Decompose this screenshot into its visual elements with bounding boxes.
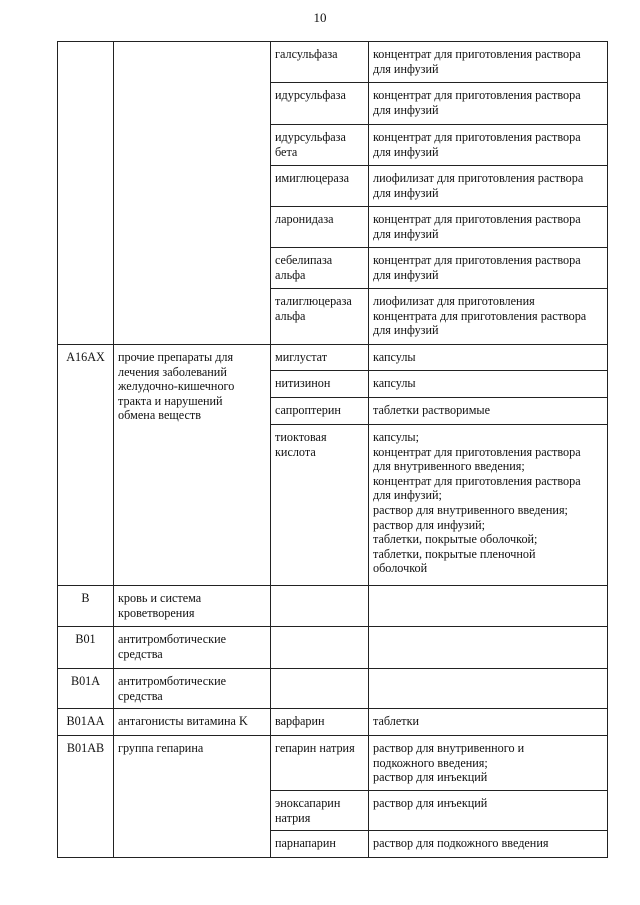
- table-row: [58, 586, 608, 627]
- substance-cell: талиглюцераза альфа: [271, 289, 369, 345]
- table-row: [58, 345, 608, 371]
- page-number: 10: [313, 10, 327, 25]
- group-name-cell: кровь и система кроветворения: [114, 586, 271, 627]
- substance-cell: [271, 669, 369, 709]
- substance-cell: [271, 586, 369, 627]
- dosage-form-cell: [369, 627, 608, 669]
- dosage-form-cell: лиофилизат для приготовления раствора для инфузий: [369, 166, 608, 207]
- substance-cell: тиоктовая кислота: [271, 425, 369, 586]
- substance-cell: миглустат: [271, 345, 369, 371]
- substance-cell: варфарин: [271, 709, 369, 736]
- atc-code-cell: B01A: [58, 669, 114, 709]
- table-row: [58, 42, 608, 83]
- substance-cell: идурсульфаза: [271, 83, 369, 125]
- atc-code-cell: B01: [58, 627, 114, 669]
- group-name-cell: антагонисты витамина K: [114, 709, 271, 736]
- group-name-cell: прочие препараты для лечения заболеваний желудочно-кишечного тракта и нарушений обмена веществ: [114, 345, 271, 586]
- atc-code-cell: [58, 42, 114, 345]
- dosage-form-cell: концентрат для приготовления раствора для инфузий: [369, 42, 608, 83]
- substance-cell: [271, 627, 369, 669]
- dosage-form-cell: лиофилизат для приготовления концентрата для приготовления раствора для инфузий: [369, 289, 608, 345]
- dosage-form-cell: таблетки растворимые: [369, 398, 608, 425]
- dosage-form-cell: концентрат для приготовления раствора для инфузий: [369, 248, 608, 289]
- table-row: [58, 709, 608, 736]
- dosage-form-cell: раствор для подкожного введения: [369, 831, 608, 858]
- substance-cell: сапроптерин: [271, 398, 369, 425]
- dosage-form-cell: [369, 669, 608, 709]
- dosage-form-cell: концентрат для приготовления раствора для инфузий: [369, 125, 608, 166]
- table-row: [58, 669, 608, 709]
- atc-code-cell: A16AX: [58, 345, 114, 586]
- substance-cell: имиглюцераза: [271, 166, 369, 207]
- dosage-form-cell: раствор для внутривенного и подкожного введения; раствор для инъекций: [369, 736, 608, 791]
- substance-cell: нитизинон: [271, 371, 369, 398]
- dosage-form-cell: концентрат для приготовления раствора для инфузий: [369, 83, 608, 125]
- atc-code-cell: B01AA: [58, 709, 114, 736]
- substance-cell: эноксапарин натрия: [271, 791, 369, 831]
- dosage-form-cell: раствор для инъекций: [369, 791, 608, 831]
- group-name-cell: антитромботические средства: [114, 669, 271, 709]
- group-name-cell: антитромботические средства: [114, 627, 271, 669]
- drug-classification-table: [57, 41, 608, 858]
- substance-cell: ларонидаза: [271, 207, 369, 248]
- substance-cell: парнапарин: [271, 831, 369, 858]
- dosage-form-cell: концентрат для приготовления раствора для инфузий: [369, 207, 608, 248]
- table-row: [58, 627, 608, 669]
- group-name-cell: [114, 42, 271, 345]
- substance-cell: себелипаза альфа: [271, 248, 369, 289]
- substance-cell: галсульфаза: [271, 42, 369, 83]
- table-row: [58, 736, 608, 791]
- dosage-form-cell: капсулы; концентрат для приготовления раствора для внутривенного введения; концентрат для приготовления раствора для инфузий; раствор для внутривенного введения; раствор для инфузий; таблетки, покрытые оболочкой; таблетки, покрытые пленочной оболочкой: [369, 425, 608, 586]
- dosage-form-cell: капсулы: [369, 371, 608, 398]
- atc-code-cell: B: [58, 586, 114, 627]
- substance-cell: идурсульфаза бета: [271, 125, 369, 166]
- dosage-form-cell: капсулы: [369, 345, 608, 371]
- substance-cell: гепарин натрия: [271, 736, 369, 791]
- dosage-form-cell: таблетки: [369, 709, 608, 736]
- dosage-form-cell: [369, 586, 608, 627]
- atc-code-cell: B01AB: [58, 736, 114, 858]
- group-name-cell: группа гепарина: [114, 736, 271, 858]
